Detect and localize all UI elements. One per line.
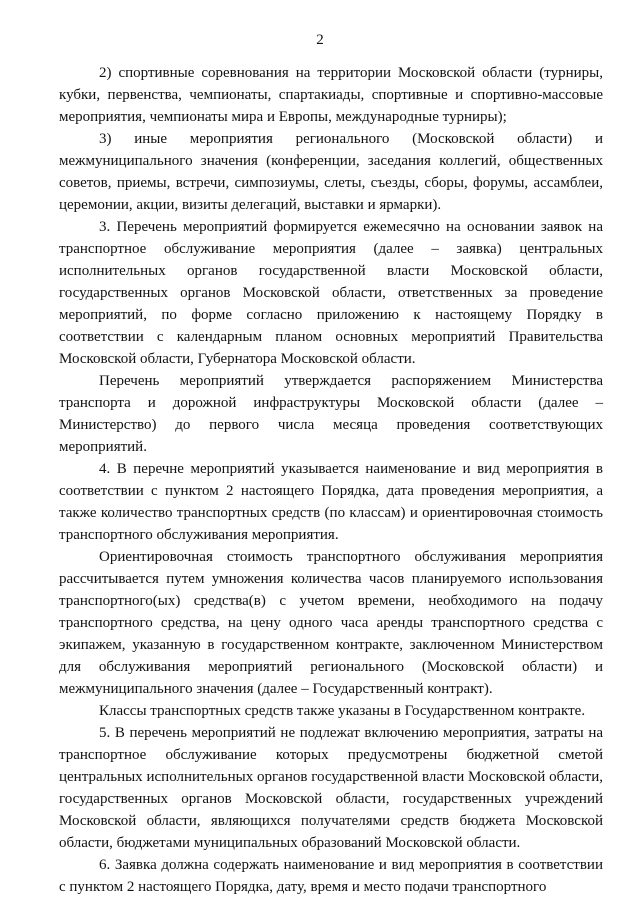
paragraph-list-approval: Перечень мероприятий утверждается распоряжением Министерства транспорта и дорожной инфраструктуры Московской области (далее – Министерство) до первого числа месяца проведения соответствующих мероприятий. xyxy=(59,373,603,455)
paragraph-item-6-application-contents: 6. Заявка должна содержать наименование и вид мероприятия в соответствии с пунктом 2 настоящего Порядка, дату, время и место подачи транспортного xyxy=(59,857,603,895)
page-number: 2 xyxy=(316,32,324,48)
paragraph-cost-calculation: Ориентировочная стоимость транспортного обслуживания мероприятия рассчитывается путем умножения количества часов планируемого использования транспортного(ых) средства(в) с учетом времени, необходимого на подачу транспортного средства, на цену одного часа аренды транспортного средства с экипажем, указанную в государственном контракте, заключенном Министерством для обслуживания мероприятий регионального (Московской области) и межмуниципального значения (далее – Государственный контракт). xyxy=(59,549,603,697)
paragraph-item-3-list-formation: 3. Перечень мероприятий формируется ежемесячно на основании заявок на транспортное обслуживание мероприятия (далее – заявка) центральных исполнительных органов государственной власти Московской области, государственных органов Московской области, ответственных за проведение мероприятий, по форме согласно приложению к настоящему Порядку в соответствии с календарным планом основных мероприятий Правительства Московской области, Губернатора Московской области. xyxy=(59,219,603,367)
paragraph-item-4-list-contents: 4. В перечне мероприятий указывается наименование и вид мероприятия в соответствии с пунктом 2 настоящего Порядка, дата проведения мероприятия, а также количество транспортных средств (по классам) и ориентировочная стоимость транспортного обслуживания мероприятия. xyxy=(59,461,603,543)
paragraph-other-events: 3) иные мероприятия регионального (Московской области) и межмуниципального значения (конференции, заседания коллегий, общественных советов, приемы, встречи, симпозиумы, слеты, съезды, сборы, форумы, ассамблеи, церемонии, акции, визиты делегаций, выставки и ярмарки). xyxy=(59,131,603,213)
paragraph-sports-events: 2) спортивные соревнования на территории Московской области (турниры, кубки, первенства, чемпионаты, спартакиады, спортивные и спортивно-массовые мероприятия, чемпионаты мира и Европы, международные турниры); xyxy=(59,65,603,125)
paragraph-vehicle-classes: Классы транспортных средств также указаны в Государственном контракте. xyxy=(99,703,586,719)
paragraph-item-5-exclusions: 5. В перечень мероприятий не подлежат включению мероприятия, затраты на транспортное обслуживание которых предусмотрены бюджетной сметой центральных исполнительных органов государственной власти Московской области, государственных органов Московской области, государственных учреждений Московской области, являющихся получателями средств бюджета Московской области, бюджетами муниципальных образований Московской области. xyxy=(59,725,603,851)
document-body xyxy=(59,62,603,898)
